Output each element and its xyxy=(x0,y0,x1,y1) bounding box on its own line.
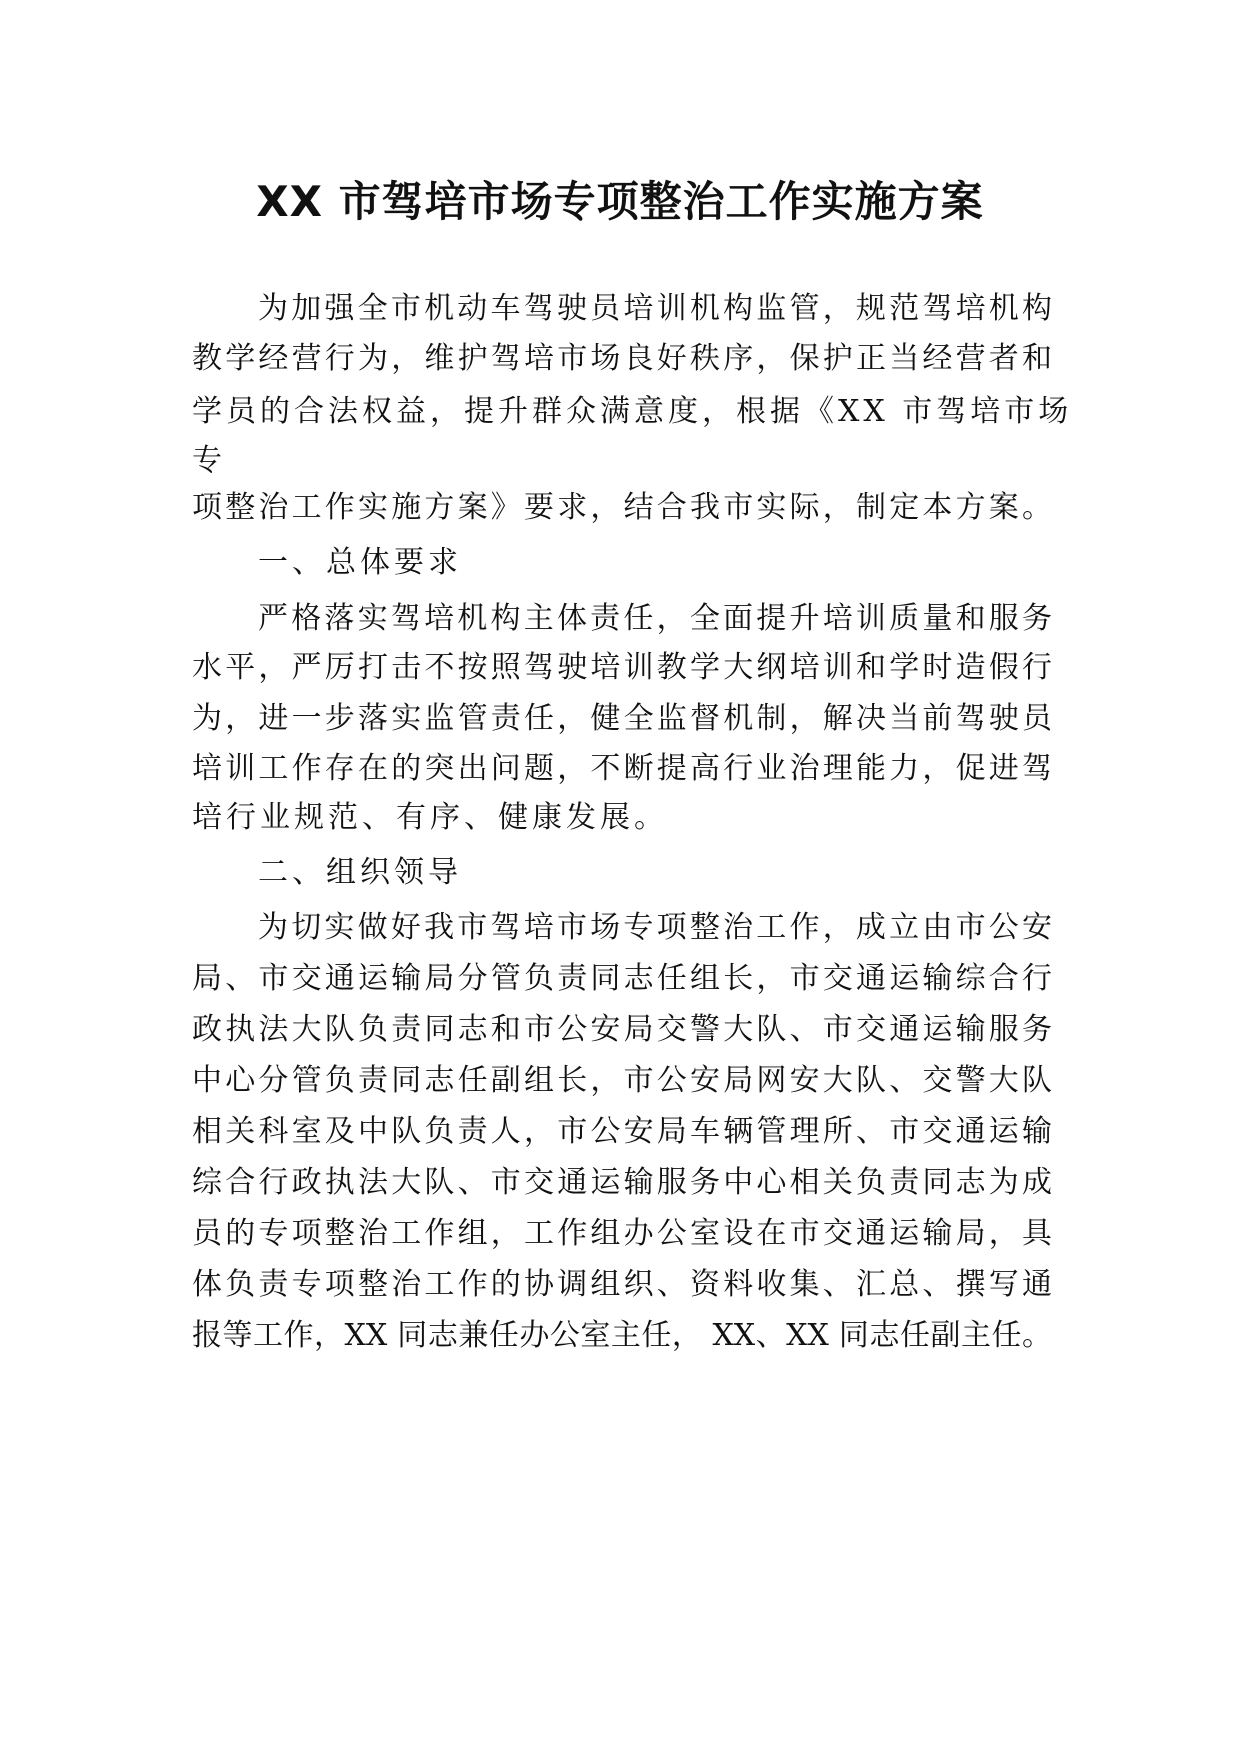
paragraph-line: 严格落实驾培机构主体责任，全面提升培训质量和服务 xyxy=(258,601,1052,636)
section-heading: 一、总体要求 xyxy=(258,545,462,580)
section-heading: 二、组织领导 xyxy=(258,855,462,890)
paragraph-line: 体负责专项整治工作的协调组织、资料收集、汇总、撰写通 xyxy=(192,1267,1052,1302)
paragraph-line: 员的专项整治工作组，工作组办公室设在市交通运输局，具 xyxy=(192,1216,1052,1251)
paragraph-line: 综合行政执法大队、市交通运输服务中心相关负责同志为成 xyxy=(192,1165,1052,1200)
paragraph-line: 学员的合法权益，提升群众满意度，根据《XX 市驾培市场 xyxy=(192,394,1073,429)
paragraph-line: 中心分管负责同志任副组长，市公安局网安大队、交警大队 xyxy=(192,1063,1052,1098)
paragraph-line: 培行业规范、有序、健康发展。 xyxy=(192,800,668,835)
paragraph-line: 政执法大队负责同志和市公安局交警大队、市交通运输服务 xyxy=(192,1012,1052,1047)
paragraph-line: 教学经营行为，维护驾培市场良好秩序，保护正当经营者和 xyxy=(192,341,1052,376)
paragraph-line: 局、市交通运输局分管负责同志任组长，市交通运输综合行 xyxy=(192,961,1052,996)
paragraph-line: 报等工作，XX 同志兼任办公室主任， XX、XX 同志任副主任。 xyxy=(192,1318,1052,1353)
paragraph-line: 相关科室及中队负责人，市公安局车辆管理所、市交通运输 xyxy=(192,1114,1052,1149)
paragraph-line: 专 xyxy=(192,443,226,478)
paragraph-line: 为加强全市机动车驾驶员培训机构监管，规范驾培机构 xyxy=(258,291,1052,326)
paragraph-line: 水平，严厉打击不按照驾驶培训教学大纲培训和学时造假行 xyxy=(192,650,1052,685)
document-title: XX 市驾培市场专项整治工作实施方案 xyxy=(256,177,984,226)
paragraph-line: 为切实做好我市驾培市场专项整治工作，成立由市公安 xyxy=(258,910,1052,945)
paragraph-line: 培训工作存在的突出问题，不断提高行业治理能力，促进驾 xyxy=(192,751,1052,786)
paragraph-line: 项整治工作实施方案》要求，结合我市实际，制定本方案。 xyxy=(192,490,1052,525)
paragraph-line: 为，进一步落实监管责任，健全监督机制，解决当前驾驶员 xyxy=(192,701,1052,736)
